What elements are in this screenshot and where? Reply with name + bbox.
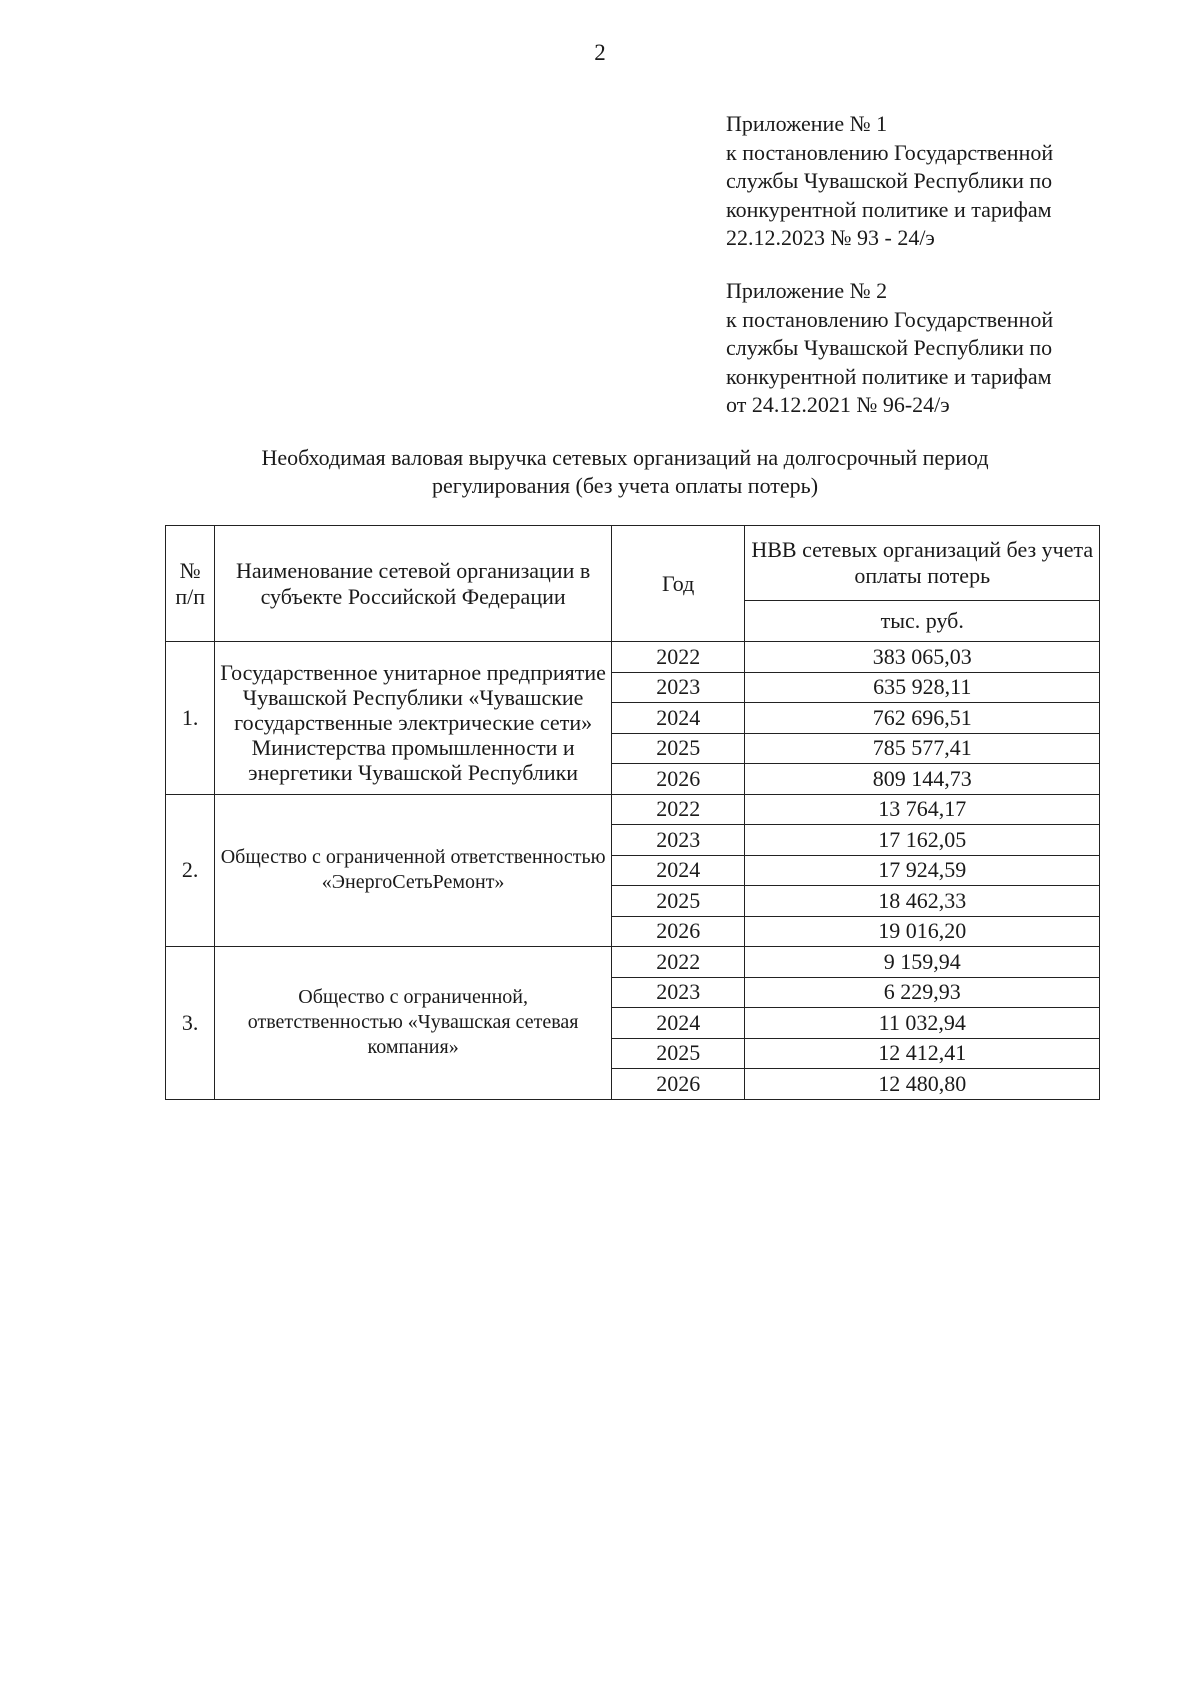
appendix-1-line: службы Чувашской Республики по bbox=[726, 168, 1053, 193]
document-title-line: Необходимая валовая выручка сетевых организаций на долгосрочный период bbox=[261, 445, 989, 470]
year-cell: 2023 bbox=[611, 977, 745, 1008]
appendix-2-line: к постановлению Государственной bbox=[726, 306, 1054, 332]
row-num: 1. bbox=[166, 642, 215, 795]
value-cell: 13 764,17 bbox=[745, 794, 1100, 825]
appendix-1-line: конкурентной политике и тарифам bbox=[726, 196, 1052, 222]
year-cell: 2024 bbox=[611, 1008, 745, 1039]
org-name: Общество с ограниченной ответственностью «ЭнергоСетьРемонт» bbox=[215, 794, 612, 947]
document-title bbox=[150, 444, 1100, 500]
appendix-2-header bbox=[726, 277, 1053, 420]
year-cell: 2026 bbox=[611, 764, 745, 795]
year-cell: 2024 bbox=[611, 703, 745, 734]
nvv-table bbox=[165, 525, 1100, 1100]
value-cell: 809 144,73 bbox=[745, 764, 1100, 795]
year-cell: 2023 bbox=[611, 825, 745, 856]
value-cell: 11 032,94 bbox=[745, 1008, 1100, 1039]
org-name: Государственное унитарное предприятие Чувашской Республики «Чувашские государственные электрические сети» Министерства промышленности и энергетики Чувашской Республики bbox=[215, 642, 612, 795]
value-cell: 9 159,94 bbox=[745, 947, 1100, 978]
table-row bbox=[166, 794, 1100, 825]
year-cell: 2026 bbox=[611, 916, 745, 947]
value-cell: 17 924,59 bbox=[745, 855, 1100, 886]
value-cell: 785 577,41 bbox=[745, 733, 1100, 764]
appendix-1-header bbox=[726, 110, 1053, 253]
appendix-2-line: конкурентной политике и тарифам bbox=[726, 363, 1052, 389]
year-cell: 2025 bbox=[611, 733, 745, 764]
header-num: № п/п bbox=[166, 526, 215, 642]
table-row bbox=[166, 947, 1100, 978]
table-row bbox=[166, 642, 1100, 673]
year-cell: 2022 bbox=[611, 947, 745, 978]
row-num: 3. bbox=[166, 947, 215, 1100]
appendix-1-line: Приложение № 1 bbox=[726, 111, 888, 136]
year-cell: 2025 bbox=[611, 1038, 745, 1069]
document-title-line: регулирования (без учета оплаты потерь) bbox=[431, 473, 819, 498]
value-cell: 12 412,41 bbox=[745, 1038, 1100, 1069]
year-cell: 2026 bbox=[611, 1069, 745, 1100]
year-cell: 2024 bbox=[611, 855, 745, 886]
value-cell: 12 480,80 bbox=[745, 1069, 1100, 1100]
year-cell: 2022 bbox=[611, 642, 745, 673]
appendix-1-line: 22.12.2023 № 93 - 24/э bbox=[726, 225, 935, 250]
year-cell: 2022 bbox=[611, 794, 745, 825]
value-cell: 383 065,03 bbox=[745, 642, 1100, 673]
value-cell: 762 696,51 bbox=[745, 703, 1100, 734]
header-name: Наименование сетевой организации в субъекте Российской Федерации bbox=[215, 526, 612, 642]
year-cell: 2023 bbox=[611, 672, 745, 703]
appendix-2-line: Приложение № 2 bbox=[726, 278, 888, 303]
row-num: 2. bbox=[166, 794, 215, 947]
header-value: НВВ сетевых организаций без учета оплаты потерь bbox=[745, 526, 1100, 601]
appendix-2-line: от 24.12.2021 № 96-24/э bbox=[726, 392, 950, 417]
value-cell: 6 229,93 bbox=[745, 977, 1100, 1008]
page-number: 2 bbox=[594, 40, 606, 65]
appendix-1-line: к постановлению Государственной bbox=[726, 139, 1054, 165]
org-name: Общество с ограниченной, ответственностью «Чувашская сетевая компания» bbox=[215, 947, 612, 1100]
year-cell: 2025 bbox=[611, 886, 745, 917]
value-cell: 635 928,11 bbox=[745, 672, 1100, 703]
value-cell: 17 162,05 bbox=[745, 825, 1100, 856]
value-cell: 18 462,33 bbox=[745, 886, 1100, 917]
appendix-2-line: службы Чувашской Республики по bbox=[726, 335, 1053, 360]
header-unit: тыс. руб. bbox=[745, 601, 1100, 642]
header-year: Год bbox=[611, 526, 745, 642]
value-cell: 19 016,20 bbox=[745, 916, 1100, 947]
